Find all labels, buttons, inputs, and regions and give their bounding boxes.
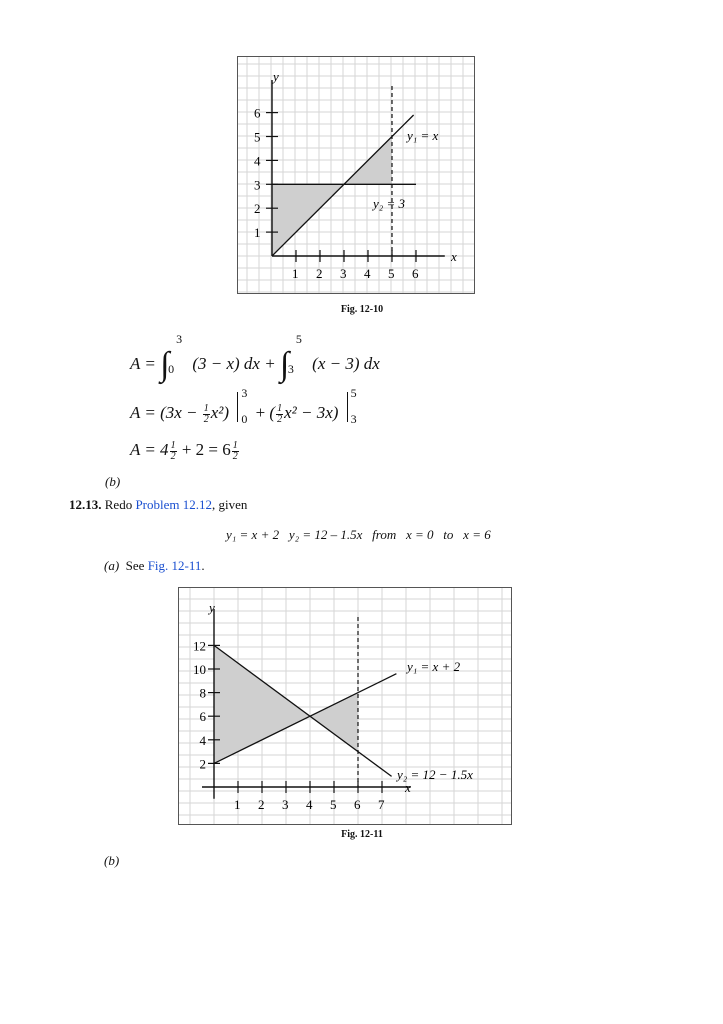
x-tick-label: 3 [282,797,289,812]
x-tick-label: 5 [330,797,337,812]
integral-2-lower: 3 [287,362,294,376]
eq2-term1: (3x − [160,403,198,422]
figure-12-10-plot [237,56,475,294]
part-a-label: (a) [104,558,120,573]
x-tick-label: 4 [306,797,313,812]
x-tick-label: 2 [258,797,265,812]
equation-result [130,440,240,462]
fraction-half: $\frac{1}{2}$ [203,402,209,425]
eq-lhs: A = [130,403,156,422]
figure-12-11 [178,587,512,825]
evaluation-bar-1: 3 0 [233,398,251,418]
equation-integral [130,332,380,383]
y-tick-label: 5 [254,129,261,145]
x-tick-label: 1 [292,266,299,281]
x-axis-label: x [451,249,457,264]
y-tick-label: 2 [199,756,206,772]
y-tick-label: 8 [199,685,206,701]
fraction-half: $\frac{1}{2}$ [170,439,176,462]
x-tick-label: 7 [378,797,385,812]
x-tick-label: 3 [340,266,347,281]
line-y2-label: y₂ = 12 − 1.5x [397,767,473,782]
figure-link[interactable]: Fig. 12-11 [147,558,202,573]
integral-1-lower: 0 [168,362,175,376]
y-tick-label: 1 [254,225,261,241]
y-tick-label: 4 [199,732,206,748]
x-tick-label: 6 [412,266,419,281]
integral-2-upper: 5 [295,332,302,346]
y-tick-label: 3 [254,177,261,193]
y-tick-label: 6 [254,105,261,121]
integral-1-upper: 3 [176,332,183,346]
y-tick-label: 12 [193,638,206,654]
problem-number: 12.13. [69,497,102,512]
y-tick-label: 10 [193,662,206,677]
eq3-lhs: A = 4 [130,440,169,459]
x-tick-label: 6 [354,797,361,812]
part-a-line: (a) See Fig. 12-11. [104,558,205,573]
line-y2-label: y₂ = 3 [373,196,406,211]
given-functions: y₁ = x + 2 y₂ = 12 – 1.5x from x = 0 to x = 6 [226,527,491,542]
line-y1-label: y₁ = x + 2 [407,659,461,674]
eq3-middle: + 2 = 6 [181,440,231,459]
part-b-label: (b) [104,853,120,868]
evaluation-bar-2: 5 3 [343,398,361,418]
figure-caption: Fig. 12-10 [340,304,384,315]
x-axis-label: x [405,780,411,795]
fraction-half: $\frac{1}{2}$ [232,439,238,462]
part-b-label: (b) [105,474,121,489]
integral-1-body: (3 − x) dx + [192,354,276,373]
eq2-term2: x² − 3x) [284,403,339,422]
problem-link[interactable]: Problem 12.12 [135,497,213,512]
integral-2-body: (x − 3) dx [312,354,380,373]
x-tick-label: 1 [234,797,241,812]
figure-caption: Fig. 12-11 [341,829,383,840]
y-axis-label: y [273,69,279,84]
figure-12-10 [237,56,475,294]
integral-1: ∫ 3 0 [160,332,183,383]
fraction-half: $\frac{1}{2}$ [277,402,283,425]
eq2-plus: + [255,403,266,422]
eq2-term1b: x²) [210,403,230,422]
figure-12-11-plot [178,587,512,825]
problem-statement: 12.13. Redo Problem 12.12, given [69,497,248,512]
y-tick-label: 4 [254,153,261,169]
equation-antiderivative: A = (3x − $\frac{1}{2}$ x²) 3 0 + ( $\frac{1}{2}$ x² − 3x) 5 3 [130,398,361,425]
x-tick-label: 2 [316,266,323,281]
x-tick-label: 4 [364,266,371,281]
eq-lhs: A = [130,354,156,373]
integral-2: ∫ 5 3 [279,332,302,383]
x-tick-label: 5 [388,266,395,281]
line-y1-label: y₁ = x [407,128,439,143]
y-axis-label: y [209,600,215,615]
y-tick-label: 2 [254,201,261,217]
y-tick-label: 6 [199,709,206,725]
